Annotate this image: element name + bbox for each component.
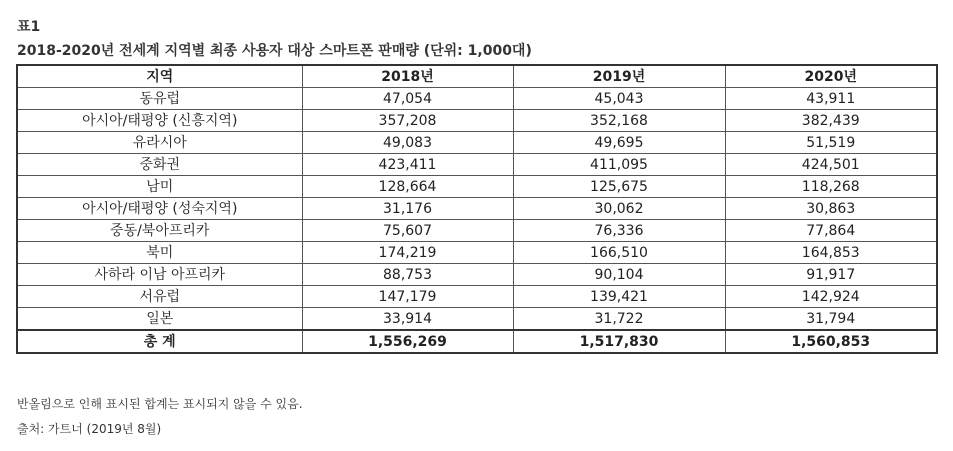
table-row (17, 286, 937, 308)
value-cell-2019: 125,675 (513, 176, 725, 198)
value-cell-2019: 49,695 (513, 132, 725, 154)
region-cell: 동유럽 (17, 88, 302, 110)
value-cell-2019: 139,421 (513, 286, 725, 308)
value-cell-2020: 51,519 (725, 132, 937, 154)
region-cell: 사하라 이남 아프리카 (17, 264, 302, 286)
column-header-2018: 2018년 (302, 65, 513, 88)
region-cell: 아시아/태평양 (신흥지역) (17, 110, 302, 132)
table-row (17, 198, 937, 220)
value-cell-2018: 49,083 (302, 132, 513, 154)
value-cell-2018: 147,179 (302, 286, 513, 308)
value-cell-2020: 30,863 (725, 198, 937, 220)
smartphone-sales-table (16, 64, 938, 354)
value-cell-2018: 423,411 (302, 154, 513, 176)
total-cell-2019: 1,517,830 (513, 330, 725, 353)
value-cell-2020: 382,439 (725, 110, 937, 132)
region-cell: 남미 (17, 176, 302, 198)
column-header-2019: 2019년 (513, 65, 725, 88)
source-note: 출처: 가트너 (2019년 8월) (17, 422, 162, 436)
value-cell-2019: 45,043 (513, 88, 725, 110)
table-row (17, 110, 937, 132)
total-cell-2020: 1,560,853 (725, 330, 937, 353)
value-cell-2019: 90,104 (513, 264, 725, 286)
table-row (17, 88, 937, 110)
value-cell-2020: 77,864 (725, 220, 937, 242)
value-cell-2019: 411,095 (513, 154, 725, 176)
value-cell-2020: 91,917 (725, 264, 937, 286)
value-cell-2018: 357,208 (302, 110, 513, 132)
value-cell-2018: 33,914 (302, 308, 513, 331)
total-cell-2018: 1,556,269 (302, 330, 513, 353)
table-row (17, 242, 937, 264)
column-header-2020: 2020년 (725, 65, 937, 88)
region-cell: 북미 (17, 242, 302, 264)
total-row (17, 330, 937, 353)
table-row (17, 176, 937, 198)
table-title: 2018-2020년 전세계 지역별 최종 사용자 대상 스마트폰 판매량 (단위: 1,000대) (17, 43, 532, 59)
region-cell: 유라시아 (17, 132, 302, 154)
value-cell-2020: 164,853 (725, 242, 937, 264)
table-row (17, 220, 937, 242)
table-row (17, 264, 937, 286)
value-cell-2019: 30,062 (513, 198, 725, 220)
value-cell-2019: 166,510 (513, 242, 725, 264)
region-cell: 서유럽 (17, 286, 302, 308)
value-cell-2020: 118,268 (725, 176, 937, 198)
value-cell-2019: 76,336 (513, 220, 725, 242)
table-row (17, 154, 937, 176)
region-cell: 중화권 (17, 154, 302, 176)
region-cell: 중동/북아프리카 (17, 220, 302, 242)
value-cell-2018: 174,219 (302, 242, 513, 264)
table-row (17, 308, 937, 331)
value-cell-2020: 43,911 (725, 88, 937, 110)
value-cell-2018: 128,664 (302, 176, 513, 198)
value-cell-2019: 31,722 (513, 308, 725, 331)
total-label: 총 계 (17, 330, 302, 353)
value-cell-2020: 142,924 (725, 286, 937, 308)
table-row (17, 132, 937, 154)
value-cell-2018: 75,607 (302, 220, 513, 242)
region-cell: 아시아/태평양 (성숙지역) (17, 198, 302, 220)
region-cell: 일본 (17, 308, 302, 331)
value-cell-2020: 31,794 (725, 308, 937, 331)
value-cell-2020: 424,501 (725, 154, 937, 176)
value-cell-2018: 47,054 (302, 88, 513, 110)
header-row (17, 65, 937, 88)
rounding-note: 반올림으로 인해 표시된 합계는 표시되지 않을 수 있음. (17, 397, 303, 411)
value-cell-2019: 352,168 (513, 110, 725, 132)
value-cell-2018: 88,753 (302, 264, 513, 286)
column-header-region: 지역 (17, 65, 302, 88)
table-label: 표1 (17, 19, 41, 35)
value-cell-2018: 31,176 (302, 198, 513, 220)
